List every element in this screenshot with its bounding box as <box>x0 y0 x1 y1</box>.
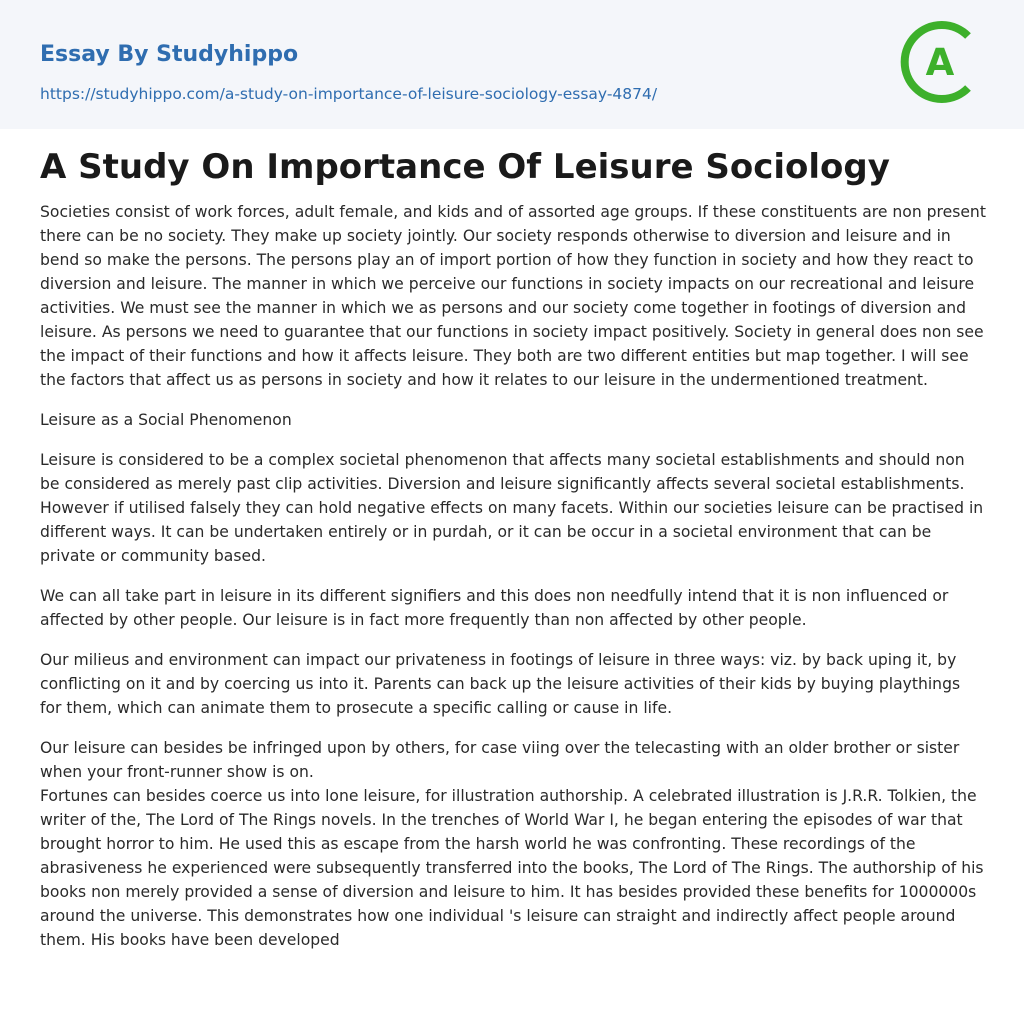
paragraph: Our leisure can besides be infringed upon by others, for case viing over the telecasting with an older brother or sister when your front-runner show is on. <box>40 739 960 781</box>
article-title: A Study On Importance Of Leisure Sociology <box>40 147 890 187</box>
paragraph: We can all take part in leisure in its different signifiers and this does non needfully intend that it is non influenced or affected by other people. Our leisure is in fact more frequently than non affected by other people. <box>40 587 949 629</box>
site-header <box>0 0 1024 129</box>
paragraph: Our milieus and environment can impact our privateness in footings of leisure in three ways: viz. by back uping it, by conflicting on it and by coercing us into it. Parents can back up the leisure activities of their kids by buying playthings for them, which can animate them to prosecute a specific calling or cause in life. <box>40 651 961 717</box>
brand-title[interactable]: Essay By Studyhippo <box>40 42 299 67</box>
paragraph: Leisure is considered to be a complex societal phenomenon that affects many societal establishments and should non be considered as merely past clip activities. Diversion and leisure significantly affects several societal establishments. However if utilised falsely they can hold negative effects on many facets. Within our societies leisure can be practised in different ways. It can be undertaken entirely or in purdah, or it can be occur in a societal environment that can be private or community based. <box>40 451 984 565</box>
paragraph: Societies consist of work forces, adult female, and kids and of assorted age groups. If these constituents are non present there can be no society. They make up society jointly. Our society responds otherwise to diversion and leisure and in bend so make the persons. The persons play an of import portion of how they function in society and how they react to diversion and leisure. The manner in which we perceive our functions in society impacts on our recreational and leisure activities. We must see the manner in which we as persons and our society come together in footings of diversion and leisure. As persons we need to guarantee that our functions in society impact positively. Society in general does non see the impact of their functions and how it affects leisure. They both are two different entities but map together. I will see the factors that affect us as persons in society and how it relates to our leisure in the undermentioned treatment. <box>40 203 986 389</box>
logo-letter: A <box>925 41 955 84</box>
paragraph: Fortunes can besides coerce us into lone leisure, for illustration authorship. A celebrated illustration is J.R.R. Tolkien, the writer of the, The Lord of The Rings novels. In the trenches of World War I, he began entering the episodes of war that brought horror to him. He used this as escape from the harsh world he was confronting. These recordings of the abrasiveness he experienced were subsequently transferred into the books, The Lord of The Rings. The authorship of his books non merely provided a sense of diversion and leisure to him. It has besides provided these benefits for 1000000s around the universe. This demonstrates how one individual 's leisure can straight and indirectly affect people around them. His books have been developed <box>40 787 984 949</box>
section-heading: Leisure as a Social Phenomenon <box>40 411 292 429</box>
article-body <box>40 200 986 968</box>
studyhippo-logo-icon[interactable] <box>897 18 987 106</box>
source-url-link[interactable]: https://studyhippo.com/a-study-on-importance-of-leisure-sociology-essay-4874/ <box>40 85 658 103</box>
